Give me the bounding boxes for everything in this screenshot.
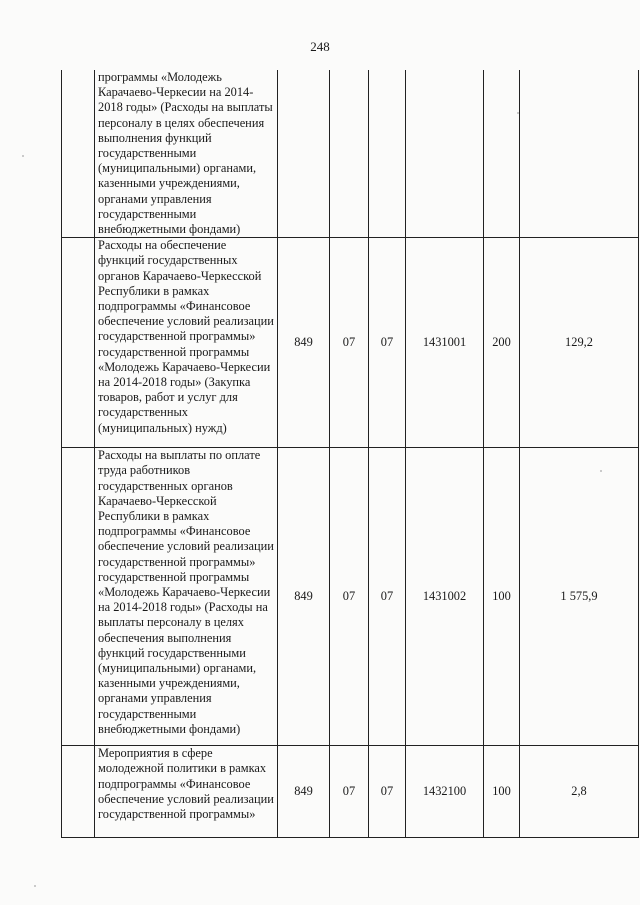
ministry-code: 849 (278, 238, 330, 448)
expense-type-code: 100 (484, 448, 520, 746)
amount: 129,2 (520, 238, 639, 448)
row-description: Мероприятия в сфере молодежной политики в рамках подпрограммы «Финансовое обеспечение условий реализации государственной программы» (95, 746, 278, 838)
amount (520, 70, 639, 238)
ministry-code (278, 70, 330, 238)
target-code: 1431002 (406, 448, 484, 746)
budget-table (61, 70, 639, 838)
scan-speck (600, 470, 602, 472)
expense-type-code: 200 (484, 238, 520, 448)
page-number: 248 (310, 39, 330, 54)
ministry-code: 849 (278, 448, 330, 746)
blank-cell (62, 448, 95, 746)
section-code (330, 70, 369, 238)
table-row (62, 448, 639, 746)
scan-speck (22, 155, 24, 157)
subsection-code (369, 70, 406, 238)
section-code: 07 (330, 746, 369, 838)
row-description: Расходы на выплаты по оплате труда работников государственных органов Карачаево-Черкесской Республики в рамках подпрограммы «Финансовое обеспечение условий реализации государственной программы» государственной программы «Молодежь Карачаево-Черкесии на 2014-2018 годы» (Расходы на выплаты персоналу в целях обеспечения выполнения функций государственными (муниципальными) органами, казенными учреждениями, органами управления государственными внебюджетными фондами) (95, 448, 278, 746)
ministry-code: 849 (278, 746, 330, 838)
section-code: 07 (330, 448, 369, 746)
blank-cell (62, 70, 95, 238)
subsection-code: 07 (369, 448, 406, 746)
expense-type-code: 100 (484, 746, 520, 838)
scan-speck (34, 885, 36, 887)
target-code: 1431001 (406, 238, 484, 448)
subsection-code: 07 (369, 746, 406, 838)
scan-speck (517, 112, 519, 114)
amount: 1 575,9 (520, 448, 639, 746)
blank-cell (62, 238, 95, 448)
target-code: 1432100 (406, 746, 484, 838)
table-row (62, 238, 639, 448)
expense-type-code (484, 70, 520, 238)
row-description: Расходы на обеспечение функций государственных органов Карачаево-Черкесской Республики в рамках подпрограммы «Финансовое обеспечение условий реализации государственной программы» государственной программы «Молодежь Карачаево-Черкесии на 2014-2018 годы» (Закупка товаров, работ и услуг для государственных (муниципальных) нужд) (95, 238, 278, 448)
amount: 2,8 (520, 746, 639, 838)
row-description: программы «Молодежь Карачаево-Черкесии на 2014-2018 годы» (Расходы на выплаты персоналу в целях обеспечения выполнения функций государственными (муниципальными) органами, казенными учреждениями, органами управления государственными внебюджетными фондами) (95, 70, 278, 238)
blank-cell (62, 746, 95, 838)
section-code: 07 (330, 238, 369, 448)
subsection-code: 07 (369, 238, 406, 448)
target-code (406, 70, 484, 238)
table-row (62, 746, 639, 838)
table-row (62, 70, 639, 238)
